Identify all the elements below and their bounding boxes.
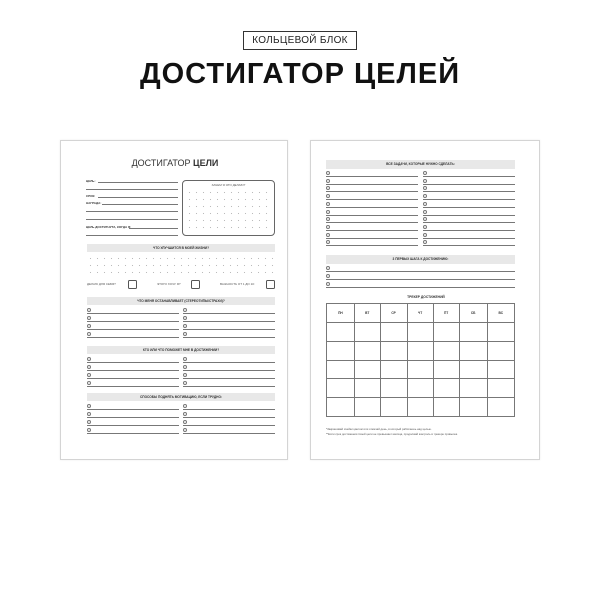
tracker-row [327,360,515,379]
tracker-cell[interactable] [380,341,407,360]
tracker-header-row [327,304,515,323]
tracker-cell[interactable] [327,379,355,398]
write-line[interactable] [423,230,515,231]
tracker-cell[interactable] [433,323,459,342]
achievement-tracker [326,303,515,417]
checkbox-circle[interactable] [423,194,427,198]
checkbox-circle[interactable] [423,202,427,206]
checkbox-circle[interactable] [183,420,187,424]
tracker-row [327,398,515,417]
left-page [60,140,288,460]
tracker-cell[interactable] [459,379,487,398]
day-header: ЧТ [407,304,433,323]
achieved-label: ЦЕЛЬ ДОСТИГНУТА, КОГДА Я: [86,225,132,229]
checkbox-circle[interactable] [87,332,91,336]
tracker-cell[interactable] [459,323,487,342]
checkbox-circle[interactable] [183,324,187,328]
write-line[interactable] [87,386,179,387]
section-header: ЧТО МЕНЯ ОСТАНАВЛИВАЕТ (СТЕРЕОТИПЫ/СТРАХИ)? [87,297,275,305]
checkbox-circle[interactable] [87,412,91,416]
write-line[interactable] [183,386,275,387]
write-line[interactable] [326,279,515,280]
write-line[interactable] [183,329,275,330]
tracker-cell[interactable] [487,323,514,342]
tracker-cell[interactable] [380,360,407,379]
write-line[interactable] [423,215,515,216]
tracker-cell[interactable] [433,341,459,360]
checkbox-circle[interactable] [87,357,91,361]
for-self-checkbox[interactable] [128,280,137,289]
write-line[interactable] [326,222,418,223]
tracker-cell[interactable] [380,323,407,342]
tracker-cell[interactable] [487,379,514,398]
write-line[interactable] [183,409,275,410]
tracker-cell[interactable] [459,398,487,417]
tracker-cell[interactable] [380,398,407,417]
tracker-cell[interactable] [327,323,355,342]
tracker-cell[interactable] [354,341,380,360]
tracker-cell[interactable] [407,398,433,417]
checkbox-circle[interactable] [326,171,330,175]
write-line[interactable] [87,433,179,434]
write-line[interactable] [87,362,179,363]
write-line[interactable] [87,313,179,314]
checkbox-circle[interactable] [326,202,330,206]
steps-header: 3 ПЕРВЫХ ШАГА К ДОСТИЖЕНИЮ: [326,255,515,264]
checkbox-circle[interactable] [183,357,187,361]
checkbox-circle[interactable] [326,194,330,198]
checkbox-circle[interactable] [183,308,187,312]
write-line[interactable] [183,417,275,418]
day-header: ВС [487,304,514,323]
tracker-cell[interactable] [459,341,487,360]
checkbox-circle[interactable] [423,240,427,244]
write-line[interactable] [183,378,275,379]
checkbox-circle[interactable] [326,217,330,221]
deadline-label: СРОК: [86,194,96,198]
checkbox-circle[interactable] [183,412,187,416]
checkbox-circle[interactable] [183,404,187,408]
checkbox-circle[interactable] [423,233,427,237]
checkbox-circle[interactable] [423,217,427,221]
write-line[interactable] [423,222,515,223]
footnote-1: *Закрашивай ячейки цветом или отмечай день, в который работаешь над целью. [326,427,432,431]
checkbox-circle[interactable] [423,225,427,229]
write-line[interactable] [87,417,179,418]
tracker-title: ТРЕКЕР ДОСТИЖЕНИЙ [407,295,445,299]
checkbox-circle[interactable] [423,171,427,175]
tracker-cell[interactable] [487,341,514,360]
write-line[interactable] [87,409,179,410]
write-line[interactable] [87,378,179,379]
checkbox-circle[interactable] [326,179,330,183]
checkbox-circle[interactable] [326,210,330,214]
write-line[interactable] [183,362,275,363]
right-page [310,140,540,460]
tracker-cell[interactable] [354,379,380,398]
improve-dot-area[interactable] [87,255,275,273]
write-line[interactable] [423,207,515,208]
checkbox-circle[interactable] [87,308,91,312]
product-title: ДОСТИГАТОР ЦЕЛЕЙ [139,58,461,90]
checkbox-circle[interactable] [423,179,427,183]
checkbox-circle[interactable] [326,186,330,190]
checkbox-circle[interactable] [183,381,187,385]
tracker-cell[interactable] [327,360,355,379]
tracker-cell[interactable] [433,360,459,379]
why-box-label: ЗАЧЕМ Я ЭТО ДЕЛАЮ? [211,183,246,187]
write-line[interactable] [423,245,515,246]
day-header: СР [380,304,407,323]
tracker-cell[interactable] [380,379,407,398]
write-line[interactable] [326,176,418,177]
day-header: ВТ [354,304,380,323]
tracker-cell[interactable] [407,323,433,342]
why-box[interactable] [182,180,275,236]
tracker-cell[interactable] [354,360,380,379]
checkbox-circle[interactable] [326,225,330,229]
write-line[interactable] [87,329,179,330]
improve-header: ЧТО УЛУЧШИТСЯ В МОЕЙ ЖИЗНИ? [87,244,275,252]
checkbox-circle[interactable] [183,373,187,377]
write-line[interactable] [326,238,418,239]
write-line[interactable] [326,215,418,216]
tracker-row [327,323,515,342]
write-line[interactable] [423,199,515,200]
tracker-cell[interactable] [433,398,459,417]
write-line[interactable] [326,184,418,185]
checkbox-circle[interactable] [326,274,330,278]
day-header: СБ [459,304,487,323]
checkbox-circle[interactable] [326,240,330,244]
checkbox-circle[interactable] [326,282,330,286]
footnote-2: **Если срок достижения твоей цели не превышает месяца, продолжай контроль в трекере привычек. [326,432,458,436]
title-light: ДОСТИГАТОР [131,158,191,168]
write-line[interactable] [326,191,418,192]
product-tag: КОЛЬЦЕВОЙ БЛОК [243,31,357,50]
title-bold: ЦЕЛИ [193,158,219,168]
checkbox-circle[interactable] [87,381,91,385]
checkbox-circle[interactable] [183,365,187,369]
checkbox-circle[interactable] [326,266,330,270]
write-line[interactable] [326,199,418,200]
reward-label: НАГРАДА: [86,201,102,205]
footnotes [326,427,521,437]
write-line[interactable] [183,370,275,371]
write-line[interactable] [183,433,275,434]
write-line[interactable] [87,370,179,371]
write-line[interactable] [183,337,275,338]
want-label: ЭТОГО ХОЧУ Я? [157,282,181,286]
checkbox-circle[interactable] [326,233,330,237]
tracker-cell[interactable] [487,360,514,379]
tasks-header: ВСЕ ЗАДАЧИ, КОТОРЫЕ НУЖНО СДЕЛАТЬ: [326,160,515,169]
day-header: ПТ [433,304,459,323]
write-line[interactable] [326,287,515,288]
write-line[interactable] [423,184,515,185]
tracker-row [327,379,515,398]
write-line[interactable] [183,313,275,314]
write-line[interactable] [87,337,179,338]
checkbox-circle[interactable] [87,316,91,320]
tracker-cell[interactable] [407,341,433,360]
checkbox-circle[interactable] [423,186,427,190]
checkbox-circle[interactable] [183,316,187,320]
checkbox-circle[interactable] [423,210,427,214]
goal-label: ЦЕЛЬ: [86,179,96,183]
checkbox-circle[interactable] [87,428,91,432]
checkbox-circle[interactable] [87,324,91,328]
write-line[interactable] [87,321,179,322]
write-line[interactable] [423,176,515,177]
page-title [61,158,289,168]
write-line[interactable] [326,271,515,272]
tracker-cell[interactable] [354,398,380,417]
for-self-label: ДЕЛАЮ ДЛЯ СЕБЯ? [87,282,116,286]
write-line[interactable] [326,245,418,246]
write-line[interactable] [183,425,275,426]
write-line[interactable] [326,207,418,208]
write-line[interactable] [183,321,275,322]
section-header: КТО ИЛИ ЧТО ПОМОЖЕТ МНЕ В ДОСТИЖЕНИИ? [87,346,275,354]
tracker-cell[interactable] [327,341,355,360]
checkbox-circle[interactable] [87,420,91,424]
write-line[interactable] [423,191,515,192]
tracker-cell[interactable] [407,379,433,398]
tracker-cell[interactable] [407,360,433,379]
tracker-cell[interactable] [354,323,380,342]
importance-label: ВАЖНОСТЬ ОТ 1 ДО 10: [220,282,255,286]
want-checkbox[interactable] [191,280,200,289]
section-header: СПОСОБЫ ПОДНЯТЬ МОТИВАЦИЮ, ЕСЛИ ТРУДНО: [87,393,275,401]
write-line[interactable] [87,425,179,426]
day-header: ПН [327,304,355,323]
tracker-row [327,341,515,360]
checkbox-circle[interactable] [183,428,187,432]
tracker-cell[interactable] [327,398,355,417]
tracker-cell[interactable] [433,379,459,398]
write-line[interactable] [326,230,418,231]
checkbox-circle[interactable] [87,365,91,369]
checkbox-circle[interactable] [87,373,91,377]
tracker-cell[interactable] [487,398,514,417]
write-line[interactable] [423,238,515,239]
importance-box[interactable] [266,280,275,289]
tracker-cell[interactable] [459,360,487,379]
checkbox-circle[interactable] [87,404,91,408]
checkbox-circle[interactable] [183,332,187,336]
